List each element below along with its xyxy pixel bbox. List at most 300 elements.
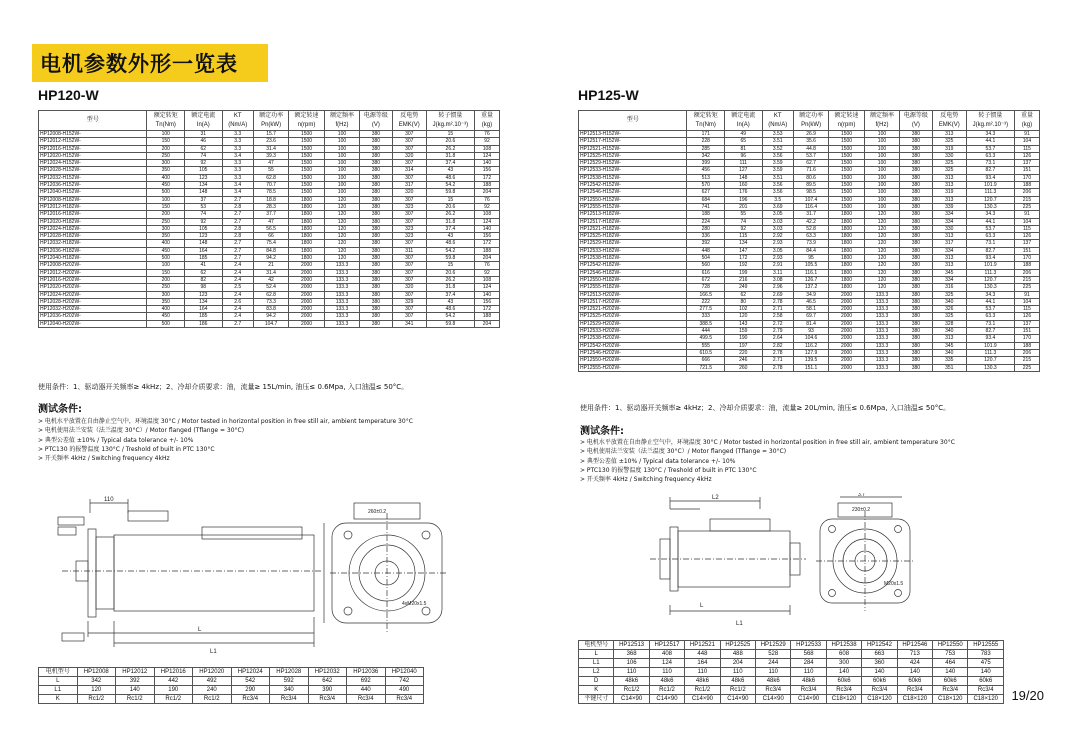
value-cell: 104 (1014, 138, 1039, 145)
value-cell: 120 (864, 247, 899, 254)
value-cell: 2.7 (222, 320, 253, 327)
value-cell: 351 (932, 364, 966, 371)
value-cell: 133.3 (324, 291, 359, 298)
page-title: 电机参数外形一览表 (40, 52, 238, 76)
value-cell: 380 (900, 357, 932, 364)
dim-header-cell: HP12040 (385, 668, 424, 677)
dim-cell: 110 (756, 668, 791, 677)
value-cell: 2000 (829, 313, 864, 320)
value-cell: 28.3 (253, 203, 288, 210)
value-cell: 46.5 (793, 298, 828, 305)
table-row (579, 255, 1040, 262)
value-cell: 444 (687, 328, 725, 335)
value-cell: 1800 (289, 196, 324, 203)
dim-cell: 440 (347, 686, 386, 695)
dim-header-cell: HP12517 (649, 641, 684, 650)
value-cell: 159 (725, 328, 763, 335)
value-cell: 197 (725, 342, 763, 349)
dim-cell: Rc3/4 (231, 695, 270, 704)
value-cell: 2000 (289, 313, 324, 320)
value-cell: 206 (1014, 189, 1039, 196)
value-cell: 62.8 (253, 291, 288, 298)
value-cell: 200 (147, 211, 185, 218)
dim-cell: 448 (685, 650, 720, 659)
table-row (39, 233, 500, 240)
model-cell: HP12016-H202W- (39, 276, 147, 283)
value-cell: 380 (360, 262, 392, 269)
table-row (579, 291, 1040, 298)
test-item: > 电机水平放置在自由静止空气中，环境温度 30°C / Motor tested in horizontal position in free still air, ambient temperature 30°C (38, 418, 413, 425)
value-cell: 380 (360, 255, 392, 262)
value-cell: 1800 (829, 269, 864, 276)
value-cell: 59.8 (426, 320, 474, 327)
value-cell: 1800 (829, 218, 864, 225)
value-cell: 73.3 (253, 298, 288, 305)
dim-header-cell: HP12024 (231, 668, 270, 677)
value-cell: 380 (360, 247, 392, 254)
value-cell: 47 (253, 218, 288, 225)
value-cell: 31.8 (426, 284, 474, 291)
dim-cell: 424 (897, 659, 932, 668)
value-cell: 63.3 (793, 233, 828, 240)
table-row (39, 174, 500, 181)
value-cell: 52.4 (253, 284, 288, 291)
dim-row (579, 668, 1004, 677)
value-cell: 3.3 (222, 160, 253, 167)
value-cell: 3.59 (762, 167, 793, 174)
value-cell: 323 (392, 225, 426, 232)
value-cell: 2.71 (762, 306, 793, 313)
column-header-name: 重量 (480, 112, 493, 119)
dim-header-cell: HP12525 (720, 641, 755, 650)
dim-cell: 48k6 (614, 677, 649, 686)
value-cell: 120 (324, 196, 359, 203)
value-cell: 54.2 (426, 313, 474, 320)
dim-cell: K (39, 695, 78, 704)
model-cell: HP12533-H152W- (579, 167, 687, 174)
value-cell: 2000 (829, 364, 864, 371)
dim-header-cell: HP12036 (347, 668, 386, 677)
value-cell: 100 (147, 262, 185, 269)
value-cell: 2.78 (762, 364, 793, 371)
hp125-title: HP125-W (578, 87, 639, 103)
value-cell: 313 (932, 262, 966, 269)
value-cell: 1500 (289, 174, 324, 181)
value-cell: 1800 (289, 233, 324, 240)
value-cell: 323 (392, 203, 426, 210)
value-cell: 120 (324, 218, 359, 225)
value-cell: 400 (147, 240, 185, 247)
value-cell: 120 (864, 284, 899, 291)
value-cell: 200 (147, 276, 185, 283)
value-cell: 311 (392, 247, 426, 254)
value-cell: 92 (474, 138, 499, 145)
value-cell: 78.5 (253, 189, 288, 196)
value-cell: 1800 (829, 262, 864, 269)
value-cell: 44.8 (793, 145, 828, 152)
value-cell: 120 (864, 211, 899, 218)
model-cell: HP12555-H202W- (579, 364, 687, 371)
value-cell: 1500 (829, 160, 864, 167)
column-header (392, 111, 426, 131)
table-row (579, 240, 1040, 247)
value-cell: 2.93 (762, 240, 793, 247)
value-cell: 340 (932, 349, 966, 356)
dim-cell: 110 (685, 668, 720, 677)
value-cell: 2.58 (762, 313, 793, 320)
dim-cell: C14×90 (649, 695, 684, 704)
value-cell: 246 (725, 357, 763, 364)
value-cell: 137 (1014, 320, 1039, 327)
dim-label: M20x1.5 (884, 581, 904, 587)
value-cell: 31 (185, 131, 223, 138)
dim-header-cell: 电机型号 (579, 641, 614, 650)
value-cell: 123 (185, 291, 223, 298)
model-cell: HP12012-H152W- (39, 138, 147, 145)
model-cell: HP12529-H182W- (579, 240, 687, 247)
model-cell: HP12550-H152W- (579, 196, 687, 203)
dim-cell: 48k6 (685, 677, 720, 686)
value-cell: 2.6 (222, 298, 253, 305)
dim-header-cell: HP12546 (897, 641, 932, 650)
value-cell: 334 (932, 247, 966, 254)
value-cell: 3.03 (762, 225, 793, 232)
value-cell: 249 (725, 284, 763, 291)
value-cell: 1800 (829, 233, 864, 240)
value-cell: 100 (324, 189, 359, 196)
value-cell: 148 (185, 240, 223, 247)
value-cell: 399 (687, 160, 725, 167)
value-cell: 300 (147, 291, 185, 298)
value-cell: 133.3 (864, 306, 899, 313)
value-cell: 3.08 (762, 276, 793, 283)
value-cell: 100 (324, 167, 359, 174)
model-cell: HP12529-H202W- (579, 320, 687, 327)
dim-cell: 124 (649, 659, 684, 668)
value-cell: 100 (864, 196, 899, 203)
model-cell: HP12517-H152W- (579, 138, 687, 145)
value-cell: 3.53 (762, 131, 793, 138)
model-cell: HP12513-H202W- (579, 291, 687, 298)
value-cell: 380 (360, 320, 392, 327)
value-cell: 1500 (289, 182, 324, 189)
dim-label: 230±0.2 (852, 507, 871, 513)
value-cell: 380 (900, 335, 932, 342)
value-cell: 84.8 (253, 247, 288, 254)
value-cell: 71.6 (793, 167, 828, 174)
hp125-spec-table (578, 110, 1040, 372)
value-cell: 82.7 (966, 247, 1014, 254)
column-header-unit: f(Hz) (875, 121, 889, 128)
value-cell: 120 (864, 269, 899, 276)
value-cell: 92 (725, 225, 763, 232)
value-cell: 100 (864, 189, 899, 196)
value-cell: 26.9 (793, 131, 828, 138)
value-cell: 3.51 (762, 138, 793, 145)
value-cell: 380 (900, 211, 932, 218)
value-cell: 170 (1014, 255, 1039, 262)
value-cell: 1500 (829, 182, 864, 189)
value-cell: 171 (687, 131, 725, 138)
value-cell: 137 (1014, 240, 1039, 247)
value-cell: 120 (324, 247, 359, 254)
dim-header-cell: HP12555 (968, 641, 1004, 650)
value-cell: 98 (185, 284, 223, 291)
value-cell: 307 (392, 262, 426, 269)
dim-cell: Rc3/4 (347, 695, 386, 704)
value-cell: 93 (793, 328, 828, 335)
model-cell: HP12024-H152W- (39, 160, 147, 167)
value-cell: 380 (900, 167, 932, 174)
table-row (579, 335, 1040, 342)
dim-header-cell: HP12542 (862, 641, 897, 650)
value-cell: 127.9 (793, 349, 828, 356)
value-cell: 150 (147, 203, 185, 210)
value-cell: 2.64 (762, 335, 793, 342)
value-cell: 2000 (289, 306, 324, 313)
value-cell: 2.7 (222, 247, 253, 254)
dim-cell: 342 (77, 677, 116, 686)
dim-cell: 140 (897, 668, 932, 677)
table-row (39, 196, 500, 203)
value-cell: 62 (185, 145, 223, 152)
value-cell: 206 (1014, 349, 1039, 356)
dim-row (579, 659, 1004, 668)
value-cell: 1800 (829, 276, 864, 283)
value-cell: 120 (864, 225, 899, 232)
dim-cell: Rc3/4 (862, 686, 897, 695)
value-cell: 133.3 (864, 298, 899, 305)
value-cell: 2.4 (222, 313, 253, 320)
value-cell: 320 (392, 284, 426, 291)
model-cell: HP12040-H202W- (39, 320, 147, 327)
value-cell: 92 (185, 218, 223, 225)
column-header (222, 111, 253, 131)
dim-cell: Rc1/2 (685, 686, 720, 695)
value-cell: 133.3 (324, 306, 359, 313)
dim-cell: Rc1/2 (614, 686, 649, 695)
value-cell: 62.7 (793, 160, 828, 167)
value-cell: 380 (900, 182, 932, 189)
value-cell: 225 (1014, 203, 1039, 210)
value-cell: 105 (185, 225, 223, 232)
value-cell: 2000 (829, 306, 864, 313)
value-cell: 124 (474, 284, 499, 291)
dim-cell: 742 (385, 677, 424, 686)
value-cell: 500 (147, 255, 185, 262)
value-cell: 100 (147, 196, 185, 203)
value-cell: 34.3 (966, 211, 1014, 218)
column-header-name: 反电势 (400, 112, 419, 119)
page-number: 19/20 (1011, 688, 1044, 703)
column-header-name: 转子惯量 (438, 112, 463, 119)
dim-cell: 140 (826, 668, 861, 677)
value-cell: 116.2 (793, 342, 828, 349)
value-cell: 133.3 (864, 349, 899, 356)
model-cell: HP12525-H152W- (579, 152, 687, 159)
value-cell: 105 (185, 167, 223, 174)
value-cell: 115 (1014, 225, 1039, 232)
value-cell: 120 (324, 233, 359, 240)
value-cell: 1500 (289, 152, 324, 159)
value-cell: 340 (932, 328, 966, 335)
value-cell: 570 (687, 182, 725, 189)
value-cell: 20.6 (426, 203, 474, 210)
dim-cell: 488 (720, 650, 755, 659)
value-cell: 111.3 (966, 349, 1014, 356)
value-cell: 42.2 (793, 218, 828, 225)
table-row (579, 313, 1040, 320)
value-cell: 100 (864, 145, 899, 152)
table-row (39, 225, 500, 232)
table-row (39, 240, 500, 247)
value-cell: 108 (474, 145, 499, 152)
value-cell: 228 (687, 138, 725, 145)
value-cell: 2000 (829, 328, 864, 335)
value-cell: 62 (185, 269, 223, 276)
table-row (39, 167, 500, 174)
value-cell: 185 (185, 313, 223, 320)
hp120-technical-drawing (42, 493, 452, 661)
value-cell: 317 (392, 182, 426, 189)
model-cell: HP12028-H182W- (39, 233, 147, 240)
value-cell: 504 (687, 255, 725, 262)
dim-cell: 140 (968, 668, 1004, 677)
table-row (579, 357, 1040, 364)
dim-cell: 368 (614, 650, 649, 659)
dim-cell: 60k6 (826, 677, 861, 686)
header-model: 型号 (39, 111, 147, 131)
table-row (579, 349, 1040, 356)
value-cell: 123 (185, 233, 223, 240)
value-cell: 104.7 (253, 320, 288, 327)
value-cell: 2000 (829, 349, 864, 356)
value-cell: 380 (360, 313, 392, 320)
value-cell: 3.4 (222, 189, 253, 196)
value-cell: 120.7 (966, 276, 1014, 283)
dim-cell: 528 (756, 650, 791, 659)
value-cell: 120 (324, 203, 359, 210)
value-cell: 325 (932, 138, 966, 145)
value-cell: 380 (900, 262, 932, 269)
value-cell: 1800 (289, 203, 324, 210)
value-cell: 307 (392, 276, 426, 283)
column-header-unit: (kg) (1021, 121, 1033, 128)
value-cell: 102 (725, 306, 763, 313)
value-cell: 54.2 (426, 182, 474, 189)
value-cell: 133.3 (324, 276, 359, 283)
value-cell: 2.93 (762, 255, 793, 262)
value-cell: 137 (1014, 160, 1039, 167)
value-cell: 325 (932, 313, 966, 320)
value-cell: 1500 (289, 131, 324, 138)
value-cell: 380 (360, 131, 392, 138)
value-cell: 3.69 (762, 203, 793, 210)
value-cell: 100 (324, 174, 359, 181)
value-cell: 329 (392, 298, 426, 305)
value-cell: 134 (185, 182, 223, 189)
value-cell: 151.1 (793, 364, 828, 371)
value-cell: 133.3 (864, 291, 899, 298)
value-cell: 130.3 (966, 364, 1014, 371)
column-header (360, 111, 392, 131)
value-cell: 250 (147, 152, 185, 159)
value-cell: 53.7 (966, 306, 1014, 313)
value-cell: 2.7 (222, 196, 253, 203)
value-cell: 196 (725, 196, 763, 203)
column-header-unit: In(A) (736, 121, 750, 128)
dim-cell: C18×120 (968, 695, 1004, 704)
value-cell: 2.96 (762, 284, 793, 291)
value-cell: 380 (900, 291, 932, 298)
value-cell: 513 (687, 174, 725, 181)
value-cell: 1800 (829, 225, 864, 232)
value-cell: 380 (900, 145, 932, 152)
header-row (579, 111, 1040, 131)
table-row (39, 313, 500, 320)
value-cell: 100 (324, 182, 359, 189)
value-cell: 124 (474, 152, 499, 159)
value-cell: 307 (392, 138, 426, 145)
dim-cell: 140 (862, 668, 897, 677)
column-header (900, 111, 932, 131)
model-cell: HP12020-H202W- (39, 284, 147, 291)
column-header (185, 111, 223, 131)
value-cell: 307 (392, 174, 426, 181)
value-cell: 380 (900, 131, 932, 138)
table-row (579, 131, 1040, 138)
value-cell: 31.7 (793, 211, 828, 218)
value-cell: 37.4 (426, 225, 474, 232)
value-cell: 100 (324, 160, 359, 167)
value-cell: 70.7 (253, 182, 288, 189)
dim-cell: Rc3/4 (897, 686, 932, 695)
dim-cell: L2 (579, 668, 614, 677)
value-cell: 170 (1014, 335, 1039, 342)
value-cell: 176 (725, 189, 763, 196)
value-cell: 3.56 (762, 152, 793, 159)
value-cell: 380 (360, 298, 392, 305)
column-header-unit: (Nm/A) (768, 121, 788, 128)
value-cell: 47 (253, 160, 288, 167)
test-item: > 典型公差值 ±10% / Typical data tolerance +/- 10% (580, 457, 736, 465)
value-cell: 3.59 (762, 160, 793, 167)
value-cell: 225 (1014, 364, 1039, 371)
dim-cell: 592 (270, 677, 309, 686)
value-cell: 2.7 (222, 211, 253, 218)
dim-cell: C18×120 (826, 695, 861, 704)
value-cell: 334 (932, 211, 966, 218)
model-cell: HP12016-H152W- (39, 145, 147, 152)
value-cell: 127 (725, 167, 763, 174)
value-cell: 320 (392, 152, 426, 159)
value-cell: 323 (392, 233, 426, 240)
value-cell: 46 (185, 138, 223, 145)
dim-cell: 753 (933, 650, 968, 659)
dim-label: L2 (712, 495, 719, 501)
value-cell: 133.3 (864, 357, 899, 364)
value-cell: 15 (426, 196, 474, 203)
value-cell: 133.3 (324, 262, 359, 269)
dim-cell: C14×90 (685, 695, 720, 704)
value-cell: 130.3 (966, 284, 1014, 291)
value-cell: 325 (932, 167, 966, 174)
table-row (579, 203, 1040, 210)
column-header (725, 111, 763, 131)
value-cell: 94.2 (253, 313, 288, 320)
value-cell: 120 (864, 218, 899, 225)
dim-cell: 284 (791, 659, 826, 668)
